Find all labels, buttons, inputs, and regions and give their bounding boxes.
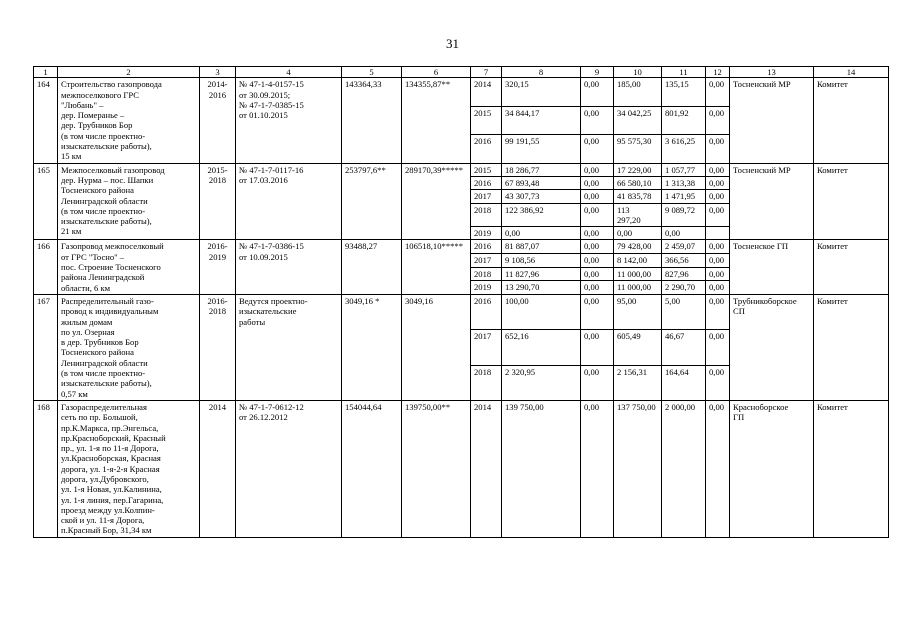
federal-amount: 0,00 [581,106,614,134]
period: 2014 [200,400,236,537]
local-amount: 9 089,72 [662,203,706,227]
year: 2019 [471,227,502,240]
row-number: 165 [34,163,58,240]
header-cell: 12 [706,67,730,78]
federal-amount: 0,00 [581,330,614,365]
year: 2018 [471,365,502,400]
federal-amount: 0,00 [581,227,614,240]
local-amount: 164,64 [662,365,706,400]
estimated-cost: 154044,64 [342,400,402,537]
local-amount: 366,56 [662,254,706,268]
other-amount: 0,00 [706,78,730,106]
year: 2014 [471,400,502,537]
object-name: Строительство газопровода межпоселкового ГРС "Любань" – дер. Померанье – дер. Трубников Бор (в том числе проектно- изыскательские работы), 15 км [58,78,200,163]
document-ref: № 47-1-7-0117-16 от 17.03.2016 [236,163,342,240]
program-table [33,66,889,538]
row-number: 167 [34,294,58,400]
regional-amount: 8 142,00 [614,254,662,268]
period: 2014- 2016 [200,78,236,163]
object-name: Распределительный газо- провод к индивидуальным жилым домам по ул. Озерная в дер. Трубников Бор Тосненского района Ленинградской области (в том числе проектно- изыскательские работы), 0,57 км [58,294,200,400]
regional-amount: 34 042,25 [614,106,662,134]
federal-amount: 0,00 [581,240,614,254]
municipality: Тосненский МР [730,163,814,240]
federal-amount: 0,00 [581,294,614,329]
header-cell: 7 [471,67,502,78]
local-amount: 0,00 [662,227,706,240]
federal-amount: 0,00 [581,254,614,268]
other-amount: 0,00 [706,365,730,400]
other-amount: 0,00 [706,135,730,163]
regional-amount: 185,00 [614,78,662,106]
other-amount: 0,00 [706,254,730,268]
regional-amount: 11 000,00 [614,281,662,295]
regional-amount: 11 000,00 [614,267,662,281]
row-number: 168 [34,400,58,537]
regional-amount: 95,00 [614,294,662,329]
contract-cost: 289170,39***** [402,163,471,240]
municipality: Трубникоборское СП [730,294,814,400]
total-amount: 13 290,70 [502,281,581,295]
federal-amount: 0,00 [581,176,614,189]
local-amount: 135,15 [662,78,706,106]
header-row [34,67,889,78]
year: 2018 [471,203,502,227]
table-body [34,67,889,538]
document-ref: № 47-1-7-0612-12 от 26.12.2012 [236,400,342,537]
year: 2016 [471,176,502,189]
object-name: Межпоселковый газопровод дер. Нурма – пос. Шапки Тосненского района Ленинградской области (в том числе проектно- изыскательские работы), 21 км [58,163,200,240]
other-amount: 0,00 [706,267,730,281]
total-amount: 18 286,77 [502,163,581,176]
table-row [34,240,889,254]
header-cell: 14 [814,67,889,78]
other-amount: 0,00 [706,190,730,203]
total-amount: 652,16 [502,330,581,365]
header-cell: 11 [662,67,706,78]
header-cell: 10 [614,67,662,78]
total-amount: 0,00 [502,227,581,240]
table-row [34,400,889,537]
estimated-cost: 3049,16 * [342,294,402,400]
header-cell: 1 [34,67,58,78]
contract-cost: 3049,16 [402,294,471,400]
federal-amount: 0,00 [581,203,614,227]
local-amount: 2 290,70 [662,281,706,295]
local-amount: 2 459,07 [662,240,706,254]
year: 2015 [471,163,502,176]
regional-amount: 137 750,00 [614,400,662,537]
document-ref: № 47-1-4-0157-15 от 30.09.2015; № 47-1-7-0385-15 от 01.10.2015 [236,78,342,163]
municipality: Красноборское ГП [730,400,814,537]
federal-amount: 0,00 [581,190,614,203]
header-cell: 9 [581,67,614,78]
total-amount: 100,00 [502,294,581,329]
local-amount: 5,00 [662,294,706,329]
period: 2016- 2018 [200,294,236,400]
other-amount: 0,00 [706,240,730,254]
document-ref: № 47-1-7-0386-15 от 10.09.2015 [236,240,342,294]
contract-cost: 106518,10***** [402,240,471,294]
regional-amount: 0,00 [614,227,662,240]
total-amount: 81 887,07 [502,240,581,254]
local-amount: 1 057,77 [662,163,706,176]
federal-amount: 0,00 [581,135,614,163]
other-amount [706,227,730,240]
total-amount: 2 320,95 [502,365,581,400]
local-amount: 827,96 [662,267,706,281]
header-cell: 6 [402,67,471,78]
contract-cost: 134355,87** [402,78,471,163]
local-amount: 46,67 [662,330,706,365]
year: 2016 [471,294,502,329]
regional-amount: 113 297,20 [614,203,662,227]
local-amount: 3 616,25 [662,135,706,163]
other-amount: 0,00 [706,400,730,537]
estimated-cost: 253797,6** [342,163,402,240]
other-amount: 0,00 [706,163,730,176]
year: 2017 [471,190,502,203]
local-amount: 1 471,95 [662,190,706,203]
row-number: 166 [34,240,58,294]
municipality: Тосненское ГП [730,240,814,294]
customer: Комитет [814,78,889,163]
customer: Комитет [814,294,889,400]
federal-amount: 0,00 [581,365,614,400]
total-amount: 320,15 [502,78,581,106]
regional-amount: 41 835,78 [614,190,662,203]
federal-amount: 0,00 [581,281,614,295]
table-row [34,78,889,106]
other-amount: 0,00 [706,203,730,227]
other-amount: 0,00 [706,330,730,365]
object-name: Газопровод межпоселковый от ГРС "Тосно" – пос. Строение Тосненского района Ленинградской области, 6 км [58,240,200,294]
year: 2016 [471,240,502,254]
total-amount: 99 191,55 [502,135,581,163]
header-cell: 5 [342,67,402,78]
regional-amount: 17 229,00 [614,163,662,176]
year: 2015 [471,106,502,134]
other-amount: 0,00 [706,294,730,329]
regional-amount: 95 575,30 [614,135,662,163]
other-amount: 0,00 [706,281,730,295]
period: 2015- 2018 [200,163,236,240]
local-amount: 1 313,38 [662,176,706,189]
year: 2019 [471,281,502,295]
header-cell: 8 [502,67,581,78]
estimated-cost: 93488,27 [342,240,402,294]
total-amount: 67 893,48 [502,176,581,189]
federal-amount: 0,00 [581,78,614,106]
regional-amount: 605,49 [614,330,662,365]
total-amount: 122 386,92 [502,203,581,227]
municipality: Тосненский МР [730,78,814,163]
page-number: 31 [446,36,459,51]
regional-amount: 79 428,00 [614,240,662,254]
customer: Комитет [814,240,889,294]
total-amount: 11 827,96 [502,267,581,281]
local-amount: 801,92 [662,106,706,134]
customer: Комитет [814,400,889,537]
table-row [34,294,889,329]
year: 2017 [471,254,502,268]
federal-amount: 0,00 [581,163,614,176]
estimated-cost: 143364,33 [342,78,402,163]
header-cell: 13 [730,67,814,78]
local-amount: 2 000,00 [662,400,706,537]
regional-amount: 2 156,31 [614,365,662,400]
contract-cost: 139750,00** [402,400,471,537]
header-cell: 2 [58,67,200,78]
total-amount: 139 750,00 [502,400,581,537]
regional-amount: 66 580,10 [614,176,662,189]
year: 2014 [471,78,502,106]
table-row [34,163,889,176]
year: 2018 [471,267,502,281]
period: 2016- 2019 [200,240,236,294]
total-amount: 9 108,56 [502,254,581,268]
row-number: 164 [34,78,58,163]
document-ref: Ведутся проектно- изыскательские работы [236,294,342,400]
total-amount: 43 307,73 [502,190,581,203]
total-amount: 34 844,17 [502,106,581,134]
federal-amount: 0,00 [581,267,614,281]
customer: Комитет [814,163,889,240]
federal-amount: 0,00 [581,400,614,537]
year: 2017 [471,330,502,365]
other-amount: 0,00 [706,176,730,189]
object-name: Газораспределительная сеть по пр. Большой, пр.К.Маркса, пр.Энгельса, пр.Красноборский, Красный пр., ул. 1-я по 11-я Дорога, ул.Красноборская, Красная дорога, ул. 1-я-2-я Красная дорога, ул.Дубровского, ул. 1-я Новая, ул.Калинина, ул. 1-я линия, пер.Гагарина, проезд между ул.Колпин- ской и ул. 11-я Дорога, п.Красный Бор, 31,34 км [58,400,200,537]
other-amount: 0,00 [706,106,730,134]
header-cell: 3 [200,67,236,78]
header-cell: 4 [236,67,342,78]
year: 2016 [471,135,502,163]
